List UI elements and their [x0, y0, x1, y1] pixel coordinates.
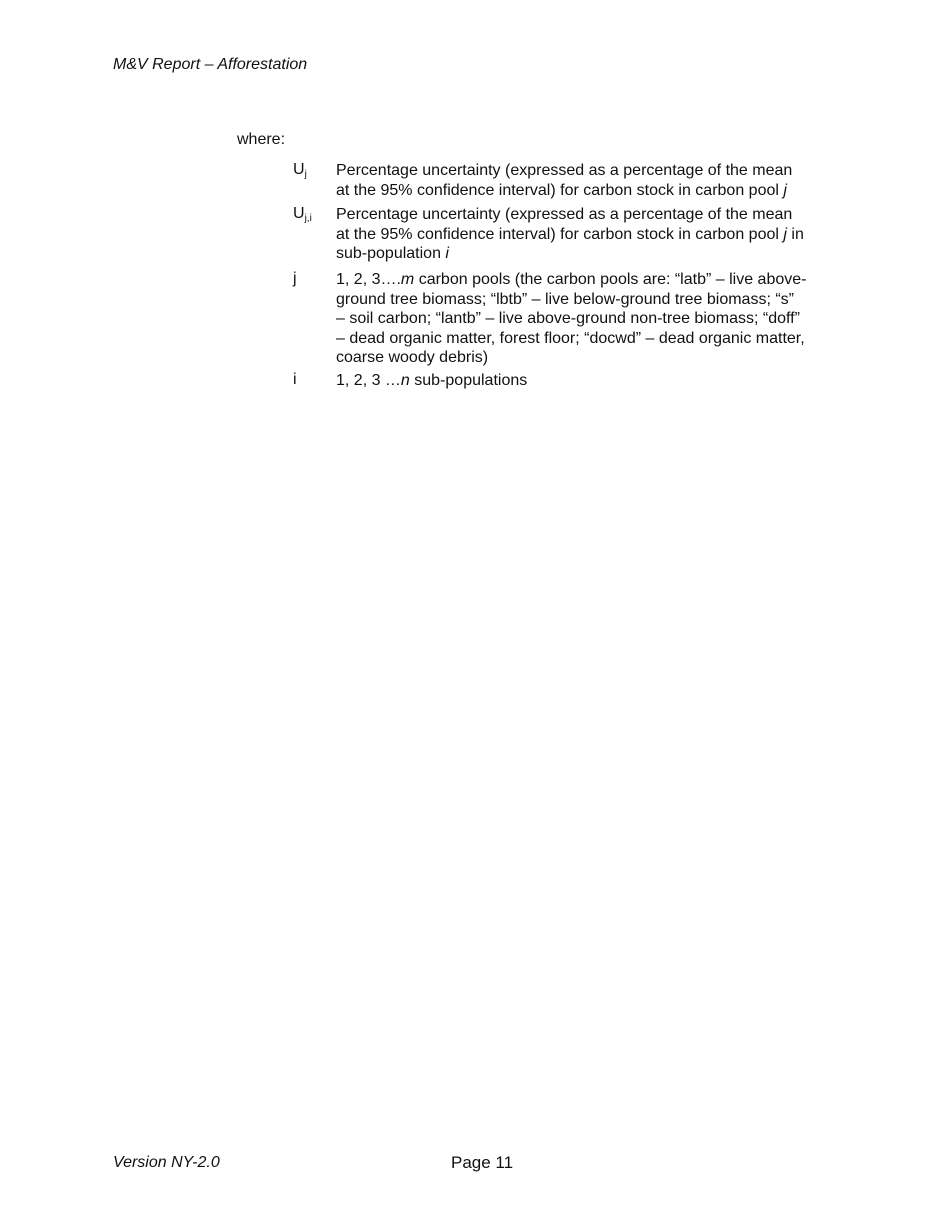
italic-variable: i [445, 245, 449, 262]
definition-term [293, 371, 297, 389]
definition-line [336, 270, 856, 290]
text-segment: in [786, 225, 804, 243]
definition-text [336, 270, 856, 368]
definition-line [336, 205, 856, 225]
term-subscript: j,i [304, 213, 312, 224]
definition-line [336, 161, 856, 181]
text-segment: 1, 2, 3 … [336, 372, 401, 389]
definition-line [336, 181, 856, 201]
text-segment: Percentage uncertainty (expressed as a percentage of the mean [336, 206, 793, 223]
italic-variable: m [400, 271, 415, 288]
definition-text [336, 205, 856, 264]
text-segment: 1, 2, 3…. [336, 271, 401, 288]
text-segment: at the 95% confidence interval) for carbon stock in carbon pool [336, 225, 784, 243]
footer-page-number: Page 11 [451, 1153, 514, 1172]
text-segment: ground tree biomass; “lbtb” – live below-ground tree biomass; “s” [336, 290, 794, 308]
definition-line [336, 225, 856, 245]
running-header: M&V Report – Afforestation [113, 56, 308, 73]
term-symbol: j [293, 270, 297, 287]
definition-line [336, 371, 856, 391]
definition-line [336, 348, 856, 368]
text-segment: carbon pools (the carbon pools are: “latb” – live above- [414, 271, 807, 288]
text-segment: Percentage uncertainty (expressed as a percentage of the mean [336, 162, 793, 179]
definition-line [336, 329, 856, 349]
text-segment: – dead organic matter, forest floor; “docwd” – dead organic matter, [336, 329, 805, 347]
text-segment: sub-population [336, 245, 446, 262]
term-symbol: U [293, 161, 305, 178]
text-segment: – soil carbon; “lantb” – live above-ground non-tree biomass; “doff” [336, 310, 800, 327]
term-subscript: j [304, 169, 307, 180]
where-label: where: [237, 131, 286, 148]
definition-line [336, 244, 856, 264]
definition-term [293, 161, 307, 180]
definition-term [293, 270, 297, 288]
text-segment: coarse woody debris) [336, 349, 489, 366]
text-segment: at the 95% confidence interval) for carbon stock in carbon pool [336, 181, 784, 199]
italic-variable: j [783, 181, 787, 199]
definition-text [336, 161, 856, 200]
definition-text [336, 371, 856, 391]
footer-version: Version NY-2.0 [113, 1154, 220, 1171]
text-segment: sub-populations [409, 372, 528, 389]
term-symbol: U [293, 205, 305, 222]
definition-line [336, 290, 856, 310]
italic-variable: j [783, 225, 787, 243]
italic-variable: n [400, 372, 410, 389]
term-symbol: i [293, 371, 297, 388]
definition-line [336, 309, 856, 329]
definition-term [293, 205, 312, 224]
